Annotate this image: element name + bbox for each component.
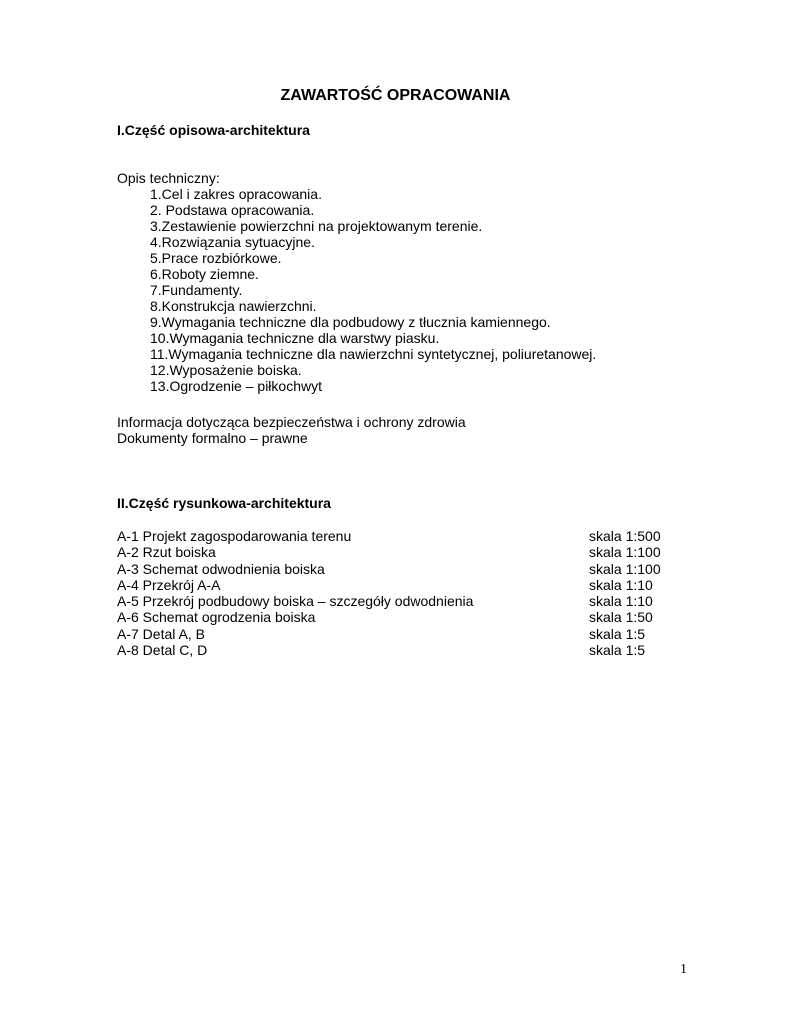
drawing-row (117, 626, 697, 642)
list-item: 7.Fundamenty. (150, 282, 243, 298)
drawing-scale: skala 1:10 (589, 593, 653, 610)
additional-documents-list (117, 414, 466, 446)
drawing-scale: skala 1:100 (589, 560, 661, 577)
list-item: 8.Konstrukcja nawierzchni. (150, 298, 317, 314)
list-item: 10.Wymagania techniczne dla warstwy piasku. (150, 330, 440, 346)
drawing-row (117, 593, 697, 609)
list-item: 9.Wymagania techniczne dla podbudowy z tłucznia kamiennego. (150, 314, 551, 330)
drawing-name: A-8 Detal C, D (117, 642, 208, 659)
drawing-name: A-4 Przekrój A-A (117, 576, 221, 593)
drawing-row (117, 561, 697, 577)
drawing-name: A-2 Rzut boiska (117, 544, 216, 561)
drawing-name: A-1 Projekt zagospodarowania terenu (117, 528, 352, 544)
list-item: 6.Roboty ziemne. (150, 266, 259, 282)
list-item: 12.Wyposażenie boiska. (150, 362, 302, 378)
list-item: Informacja dotycząca bezpieczeństwa i ochrony zdrowia (117, 414, 466, 430)
drawing-row (117, 577, 697, 593)
drawing-name: A-5 Przekrój podbudowy boiska – szczegóły odwodnienia (117, 593, 474, 610)
list-item: 3.Zestawienie powierzchni na projektowanym terenie. (150, 218, 483, 234)
drawing-scale: skala 1:5 (589, 642, 646, 659)
technical-description-list (150, 186, 596, 394)
drawing-scale: skala 1:500 (589, 528, 661, 544)
drawing-row (117, 528, 697, 544)
list-item: 4.Rozwiązania sytuacyjne. (150, 234, 315, 250)
page-number: 1 (680, 962, 687, 977)
drawing-scale: skala 1:5 (589, 625, 646, 642)
section-heading-descriptive: I.Część opisowa-architektura (117, 122, 310, 138)
drawing-name: A-3 Schemat odwodnienia boiska (117, 560, 325, 577)
drawing-name: A-7 Detal A, B (117, 625, 205, 642)
drawings-list (117, 528, 697, 658)
list-item: Dokumenty formalno – prawne (117, 430, 308, 446)
page-title: ZAWARTOŚĆ OPRACOWANIA (280, 87, 511, 104)
section-heading-drawings: II.Część rysunkowa-architektura (117, 495, 331, 511)
list-item: 11.Wymagania techniczne dla nawierzchni syntetycznej, poliuretanowej. (150, 346, 597, 362)
drawing-row (117, 609, 697, 625)
technical-description-label: Opis techniczny: (117, 170, 220, 186)
list-item: 2. Podstawa opracowania. (150, 202, 315, 218)
drawing-row (117, 544, 697, 560)
drawing-scale: skala 1:10 (589, 576, 653, 593)
list-item: 13.Ogrodzenie – piłkochwyt (150, 378, 322, 394)
drawing-row (117, 642, 697, 658)
list-item: 5.Prace rozbiórkowe. (150, 250, 282, 266)
drawing-name: A-6 Schemat ogrodzenia boiska (117, 609, 316, 626)
drawing-scale: skala 1:100 (589, 544, 661, 561)
list-item: 1.Cel i zakres opracowania. (150, 186, 322, 202)
drawing-scale: skala 1:50 (589, 609, 653, 626)
